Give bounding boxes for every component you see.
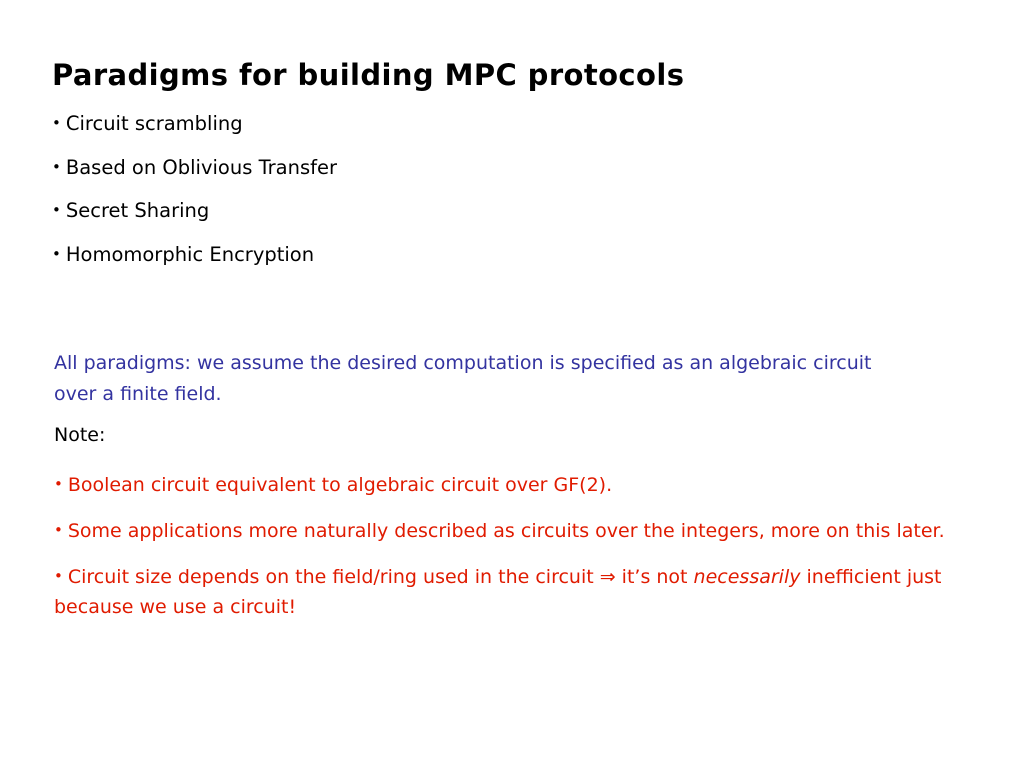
bullet-marker-icon: • bbox=[52, 244, 61, 263]
list-item-label: Circuit scrambling bbox=[65, 112, 243, 135]
list-item bbox=[52, 114, 952, 134]
bullet-marker-icon: • bbox=[52, 201, 61, 219]
bullet-marker-icon: • bbox=[54, 475, 63, 493]
list-item-label: Based on Oblivious Transfer bbox=[65, 155, 337, 179]
list-item-label-lead: Circuit size depends on the field/ring used in the circuit ⇒ it’s not bbox=[67, 566, 694, 589]
list-item bbox=[54, 516, 974, 546]
list-item bbox=[52, 201, 952, 221]
bullet-marker-icon: • bbox=[52, 114, 61, 132]
list-item-label-emphasis: necessarily bbox=[693, 566, 801, 589]
list-item-label: Boolean circuit equivalent to algebraic circuit over GF(2). bbox=[67, 474, 613, 496]
list-item-label-tail: inefficient just because we use a circuit! bbox=[54, 566, 942, 619]
bullet-marker-icon: • bbox=[52, 157, 61, 176]
list-item bbox=[54, 470, 974, 500]
note-label: Note: bbox=[54, 424, 106, 446]
list-item-label: Homomorphic Encryption bbox=[65, 242, 315, 266]
paradigm-bullet-list bbox=[52, 114, 952, 288]
note-bullet-list bbox=[54, 470, 974, 638]
bullet-marker-icon: • bbox=[54, 567, 63, 586]
list-item bbox=[54, 562, 974, 622]
list-item-label: Some applications more naturally described as circuits over the integers, more on this later. bbox=[67, 520, 945, 543]
list-item-label: Secret Sharing bbox=[65, 199, 210, 222]
bullet-marker-icon: • bbox=[54, 521, 63, 540]
list-item bbox=[52, 155, 952, 179]
page-title: Paradigms for building MPC protocols bbox=[52, 58, 685, 92]
assumption-paragraph: All paradigms: we assume the desired computation is specified as an algebraic circuit over a finite field. bbox=[54, 352, 872, 405]
list-item bbox=[52, 242, 952, 266]
